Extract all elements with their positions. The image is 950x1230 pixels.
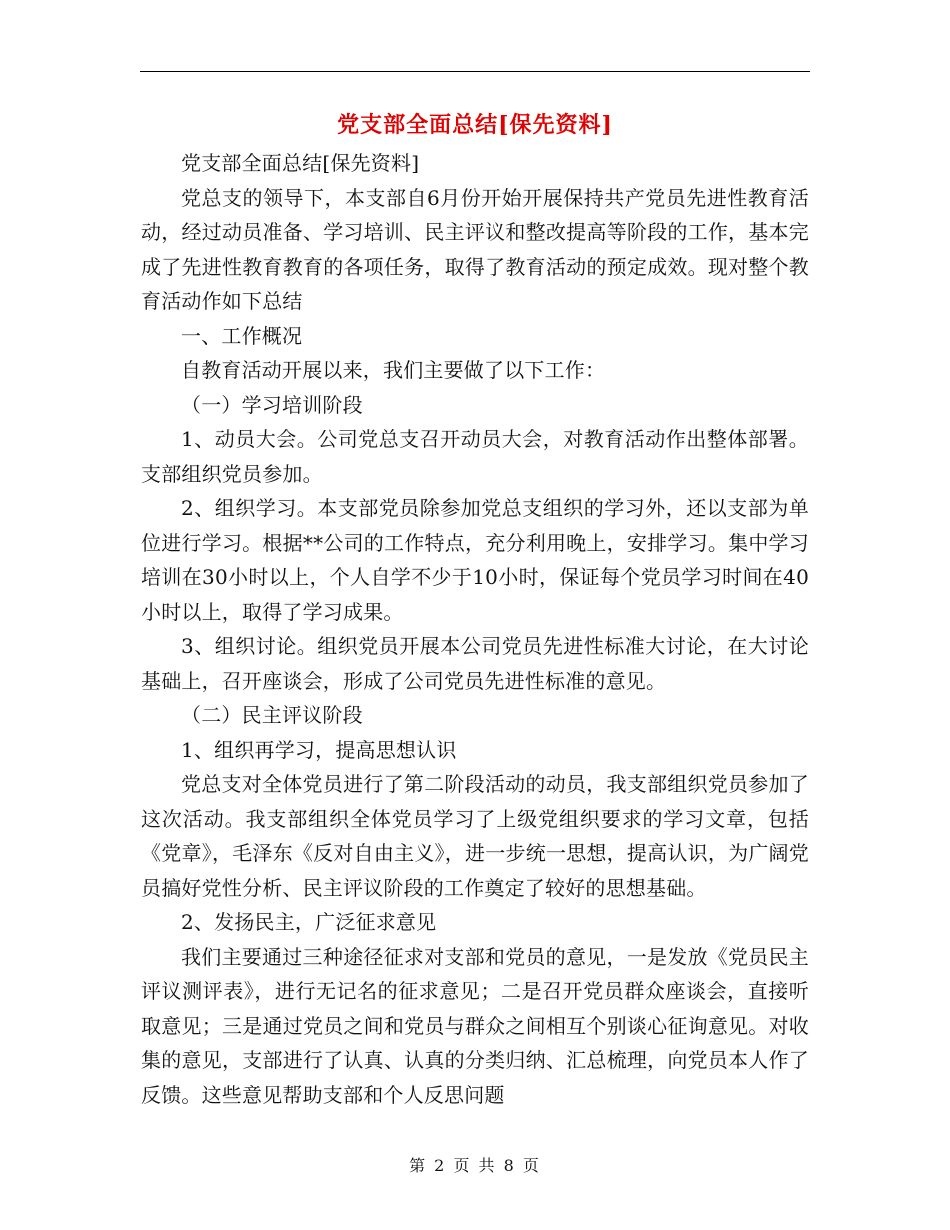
paragraph-intro: 党总支的领导下，本支部自6月份开始开展保持共产党员先进性教育活动，经过动员准备、学习培训、民主评议和整改提高等阶段的工作，基本完成了先进性教育教育的各项任务，取得了教育活动的预定成效。现对整个教育活动作如下总结 [141,185,809,313]
document-body [141,146,809,1112]
paragraph-item-study: 2、组织学习。本支部党员除参加党总支组织的学习外，还以支部为单位进行学习。根据**公司的工作特点，充分利用晚上，安排学习。集中学习培训在30小时以上，个人自学不少于10小时，保证每个党员学习时间在40小时以上，取得了学习成果。 [141,496,809,624]
paragraph-item-mobilization: 1、动员大会。公司党总支召开动员大会，对教育活动作出整体部署。支部组织党员参加。 [141,427,809,486]
page-footer: 第 2 页 共 8 页 [409,1156,541,1175]
paragraph-subtitle: 党支部全面总结[保先资料] [181,151,420,175]
paragraph-item-restudy: 1、组织再学习，提高思想认识 [181,737,457,762]
header-rule [140,71,810,72]
paragraph-item-democracy: 2、发扬民主，广泛征求意见 [181,910,437,934]
section-heading-overview: 一、工作概况 [181,323,303,348]
paragraph-restudy-body: 党总支对全体党员进行了第二阶段活动的动员，我支部组织党员参加了这次活动。我支部组织全体党员学习了上级党组织要求的学习文章，包括《党章》，毛泽东《反对自由主义》，进一步统一思想，提高认识，为广阔党员搞好党性分析、民主评议阶段的工作奠定了较好的思想基础。 [141,772,809,900]
subsection-heading-study: （一）学习培训阶段 [181,392,363,417]
subsection-heading-evaluation: （二）民主评议阶段 [181,703,363,727]
paragraph-overview-lead: 自教育活动开展以来，我们主要做了以下工作： [181,358,606,382]
paragraph-democracy-body: 我们主要通过三种途径征求对支部和党员的意见，一是发放《党员民主评议测评表》，进行无记名的征求意见；二是召开党员群众座谈会，直接听取意见；三是通过党员之间和党员与群众之间相互个别谈心征询意见。对收集的意见，支部进行了认真、认真的分类归纳、汇总梳理，向党员本人作了反馈。这些意见帮助支部和个人反思问题 [141,944,809,1107]
paragraph-item-discussion: 3、组织讨论。组织党员开展本公司党员先进性标准大讨论，在大讨论基础上，召开座谈会，形成了公司党员先进性标准的意见。 [141,634,809,693]
document-title: 党支部全面总结[保先资料] [337,112,613,138]
